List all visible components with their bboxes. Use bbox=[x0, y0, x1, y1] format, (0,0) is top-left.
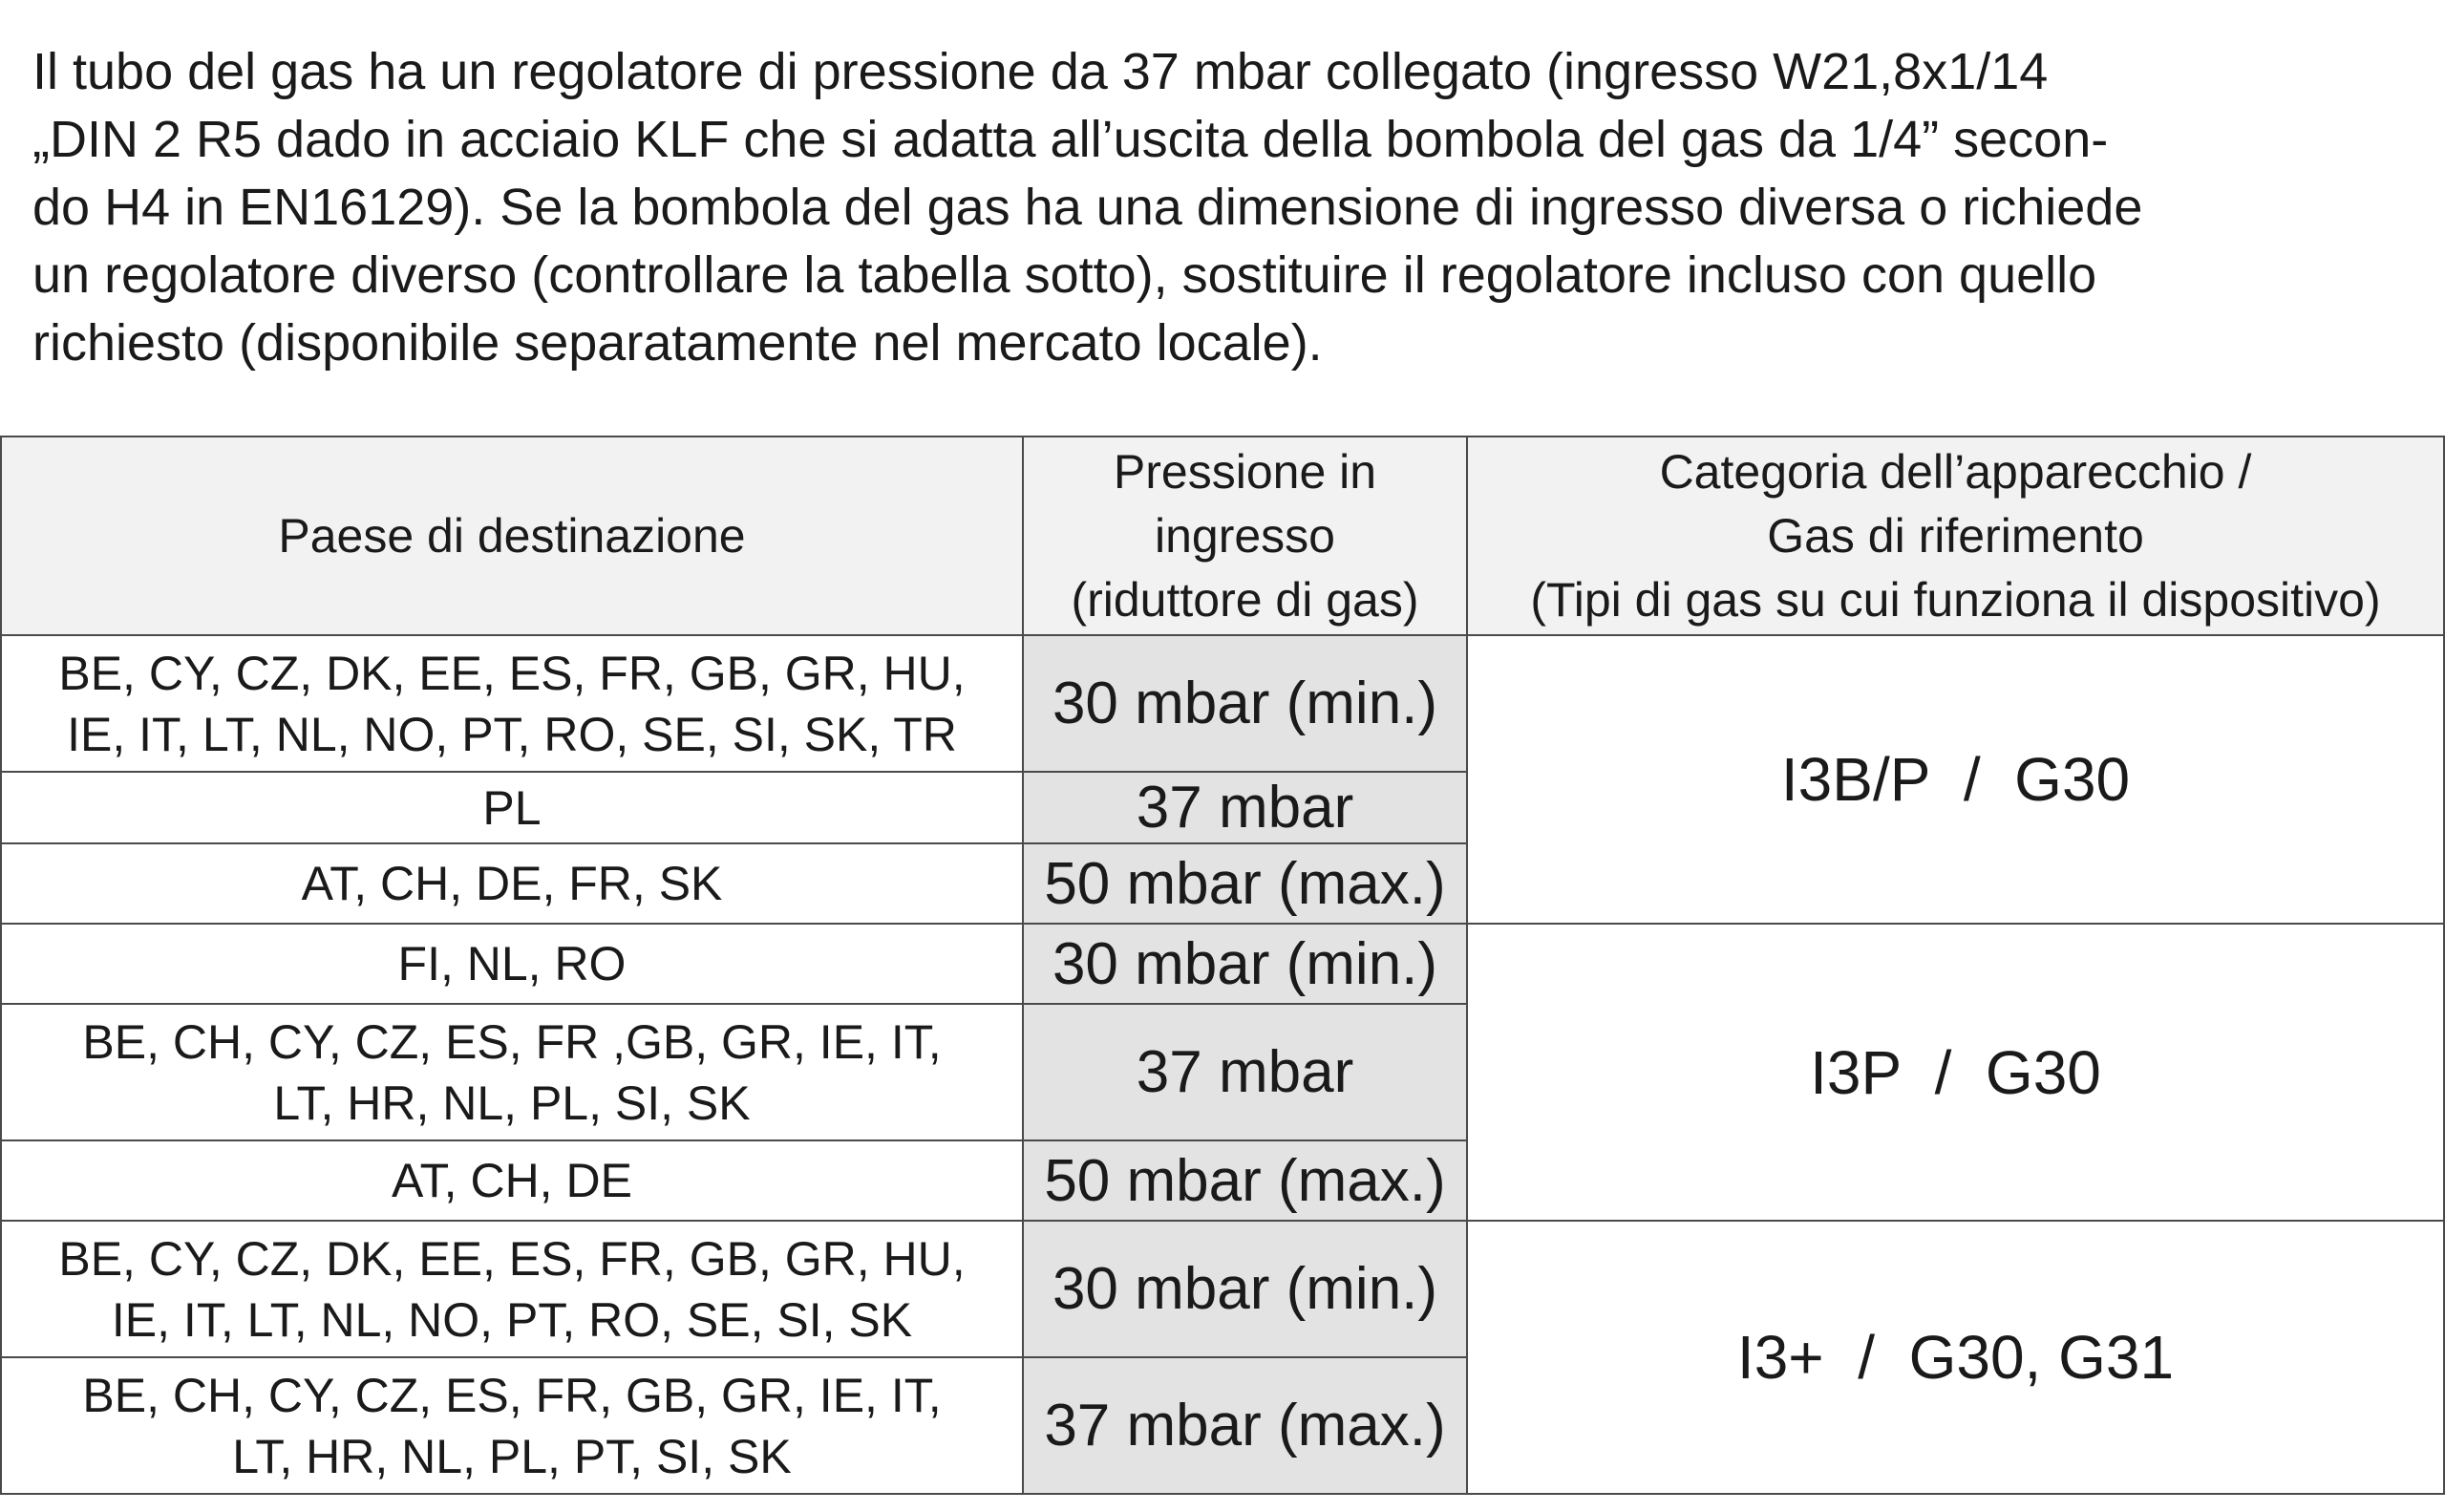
header-country-text: Paese di destinazione bbox=[278, 508, 746, 563]
country-line: BE, CH, CY, CZ, ES, FR ,GB, GR, IE, IT, bbox=[82, 1014, 942, 1069]
country-cell bbox=[1, 1221, 1023, 1357]
country-cell bbox=[1, 843, 1023, 924]
intro-line: do H4 in EN16129). Se la bombola del gas ha una dimensione di ingresso diversa o richiede bbox=[32, 179, 2143, 236]
table-header-row bbox=[1, 437, 2444, 635]
header-pressure-line: ingresso bbox=[1155, 508, 1335, 563]
pressure-cell: 30 mbar (min.) bbox=[1023, 924, 1467, 1004]
pressure-cell: 37 mbar bbox=[1023, 1004, 1467, 1140]
country-cell bbox=[1, 1140, 1023, 1221]
category-cell: I3+ / G30, G31 bbox=[1467, 1221, 2444, 1494]
country-line: PL bbox=[482, 780, 542, 835]
intro-line: richiesto (disponibile separatamente nel mercato locale). bbox=[32, 314, 1323, 372]
country-line: BE, CY, CZ, DK, EE, ES, FR, GB, GR, HU, bbox=[58, 1231, 966, 1286]
header-pressure bbox=[1023, 437, 1467, 635]
header-pressure-line: (riduttore di gas) bbox=[1071, 572, 1419, 627]
pressure-cell: 37 mbar bbox=[1023, 772, 1467, 843]
pressure-cell: 37 mbar (max.) bbox=[1023, 1357, 1467, 1494]
country-line: IE, IT, LT, NL, NO, PT, RO, SE, SI, SK bbox=[111, 1292, 913, 1347]
country-line: LT, HR, NL, PL, SI, SK bbox=[273, 1075, 751, 1130]
pressure-cell: 30 mbar (min.) bbox=[1023, 635, 1467, 772]
intro-line: „DIN 2 R5 dado in acciaio KLF che si adatta all’uscita della bombola del gas da 1/4” secon- bbox=[32, 111, 2109, 168]
country-line: LT, HR, NL, PL, PT, SI, SK bbox=[232, 1429, 792, 1483]
country-cell bbox=[1, 1357, 1023, 1494]
gas-pressure-table-wrapper bbox=[0, 436, 2445, 1495]
country-line: IE, IT, LT, NL, NO, PT, RO, SE, SI, SK, TR bbox=[67, 707, 957, 761]
country-cell bbox=[1, 1004, 1023, 1140]
country-line: BE, CH, CY, CZ, ES, FR, GB, GR, IE, IT, bbox=[82, 1368, 942, 1422]
header-category-line: Categoria dell’apparecchio / bbox=[1659, 444, 2252, 499]
category-cell: I3P / G30 bbox=[1467, 924, 2444, 1221]
header-category-line: (Tipi di gas su cui funziona il dispositivo) bbox=[1530, 572, 2381, 627]
country-cell bbox=[1, 772, 1023, 843]
intro-line: un regolatore diverso (controllare la tabella sotto), sostituire il regolatore incluso con quello bbox=[32, 246, 2097, 304]
country-line: AT, CH, DE bbox=[392, 1154, 632, 1207]
country-cell bbox=[1, 635, 1023, 772]
intro-line: Il tubo del gas ha un regolatore di pressione da 37 mbar collegato (ingresso W21,8x1/14 bbox=[32, 43, 2049, 100]
pressure-cell: 30 mbar (min.) bbox=[1023, 1221, 1467, 1357]
country-line: FI, NL, RO bbox=[397, 937, 627, 990]
pressure-cell: 50 mbar (max.) bbox=[1023, 1140, 1467, 1221]
country-line: BE, CY, CZ, DK, EE, ES, FR, GB, GR, HU, bbox=[58, 646, 966, 700]
table-row bbox=[1, 635, 2444, 772]
header-pressure-line: Pressione in bbox=[1113, 444, 1377, 499]
header-category bbox=[1467, 437, 2444, 635]
intro-paragraph bbox=[32, 38, 2420, 377]
table-row bbox=[1, 924, 2444, 1004]
pressure-cell: 50 mbar (max.) bbox=[1023, 843, 1467, 924]
gas-pressure-table bbox=[0, 436, 2445, 1495]
table-row bbox=[1, 1221, 2444, 1357]
category-cell: I3B/P / G30 bbox=[1467, 635, 2444, 924]
country-cell bbox=[1, 924, 1023, 1004]
country-line: AT, CH, DE, FR, SK bbox=[301, 857, 723, 910]
header-category-line: Gas di riferimento bbox=[1767, 508, 2144, 563]
header-country bbox=[1, 437, 1023, 635]
